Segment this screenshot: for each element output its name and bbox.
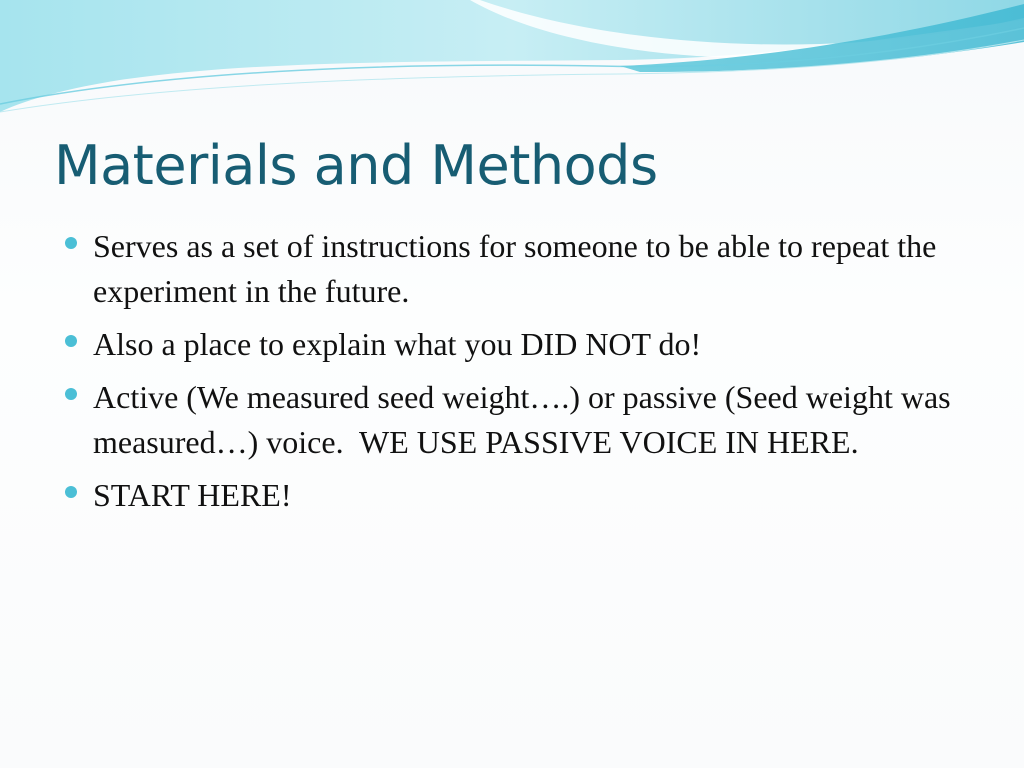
bullet-item — [60, 322, 980, 367]
header-wave-decoration — [0, 0, 1024, 130]
slide-title: Materials and Methods — [54, 134, 658, 197]
bullet-dot-icon — [65, 335, 77, 347]
bullet-text: Also a place to explain what you DID NOT do! — [93, 326, 702, 362]
bullet-list — [60, 224, 980, 526]
bullet-dot-icon — [65, 388, 77, 400]
bullet-item — [60, 224, 980, 314]
bullet-dot-icon — [65, 237, 77, 249]
bullet-text: Serves as a set of instructions for someone to be able to repeat the experiment in the future. — [93, 228, 937, 309]
bullet-dot-icon — [65, 486, 77, 498]
bullet-item — [60, 473, 980, 518]
bullet-text: Active (We measured seed weight….) or passive (Seed weight was measured…) voice. WE USE PASSIVE VOICE IN HERE. — [93, 379, 959, 460]
bullet-text: START HERE! — [93, 477, 292, 513]
bullet-item — [60, 375, 980, 465]
